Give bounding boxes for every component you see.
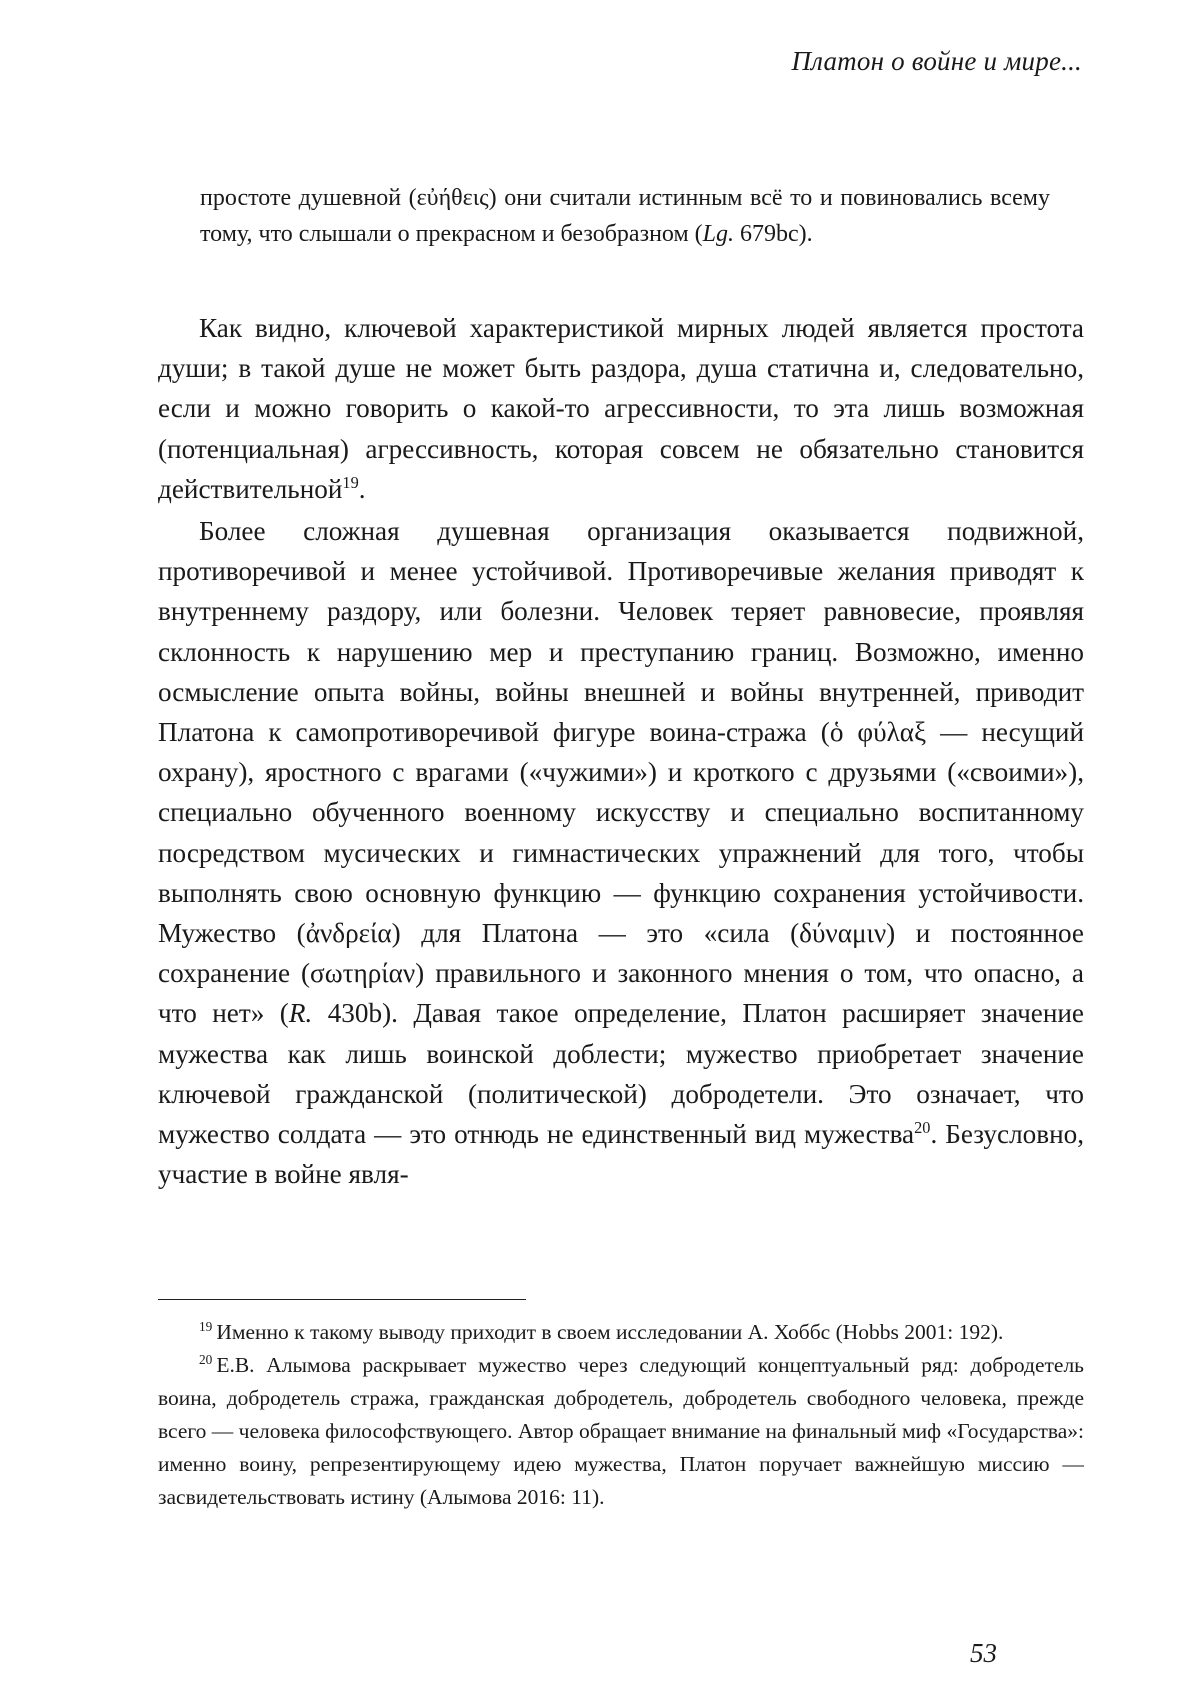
paragraph-1-end: . <box>358 473 366 504</box>
main-text <box>158 308 1084 1194</box>
page-number: 53 <box>970 1638 997 1668</box>
block-quote <box>200 180 1050 252</box>
paragraph-2-text-a: Более сложная душевная организация оказывается подвижной, противоречивой и менее устойчивой. Противоречивые желания приводят к внутреннему раздору, или болезни. Человек теряет равновесие, проявляя склонность к нарушению мер и преступанию границ. Возможно, именно осмысление опыта войны, войны внешней и войны внутренней, приводит Платона к самопротиворечивой фигуре воина-стража (ὁ φύλαξ — несущий охрану), яростного с врагами («чужими») и кроткого с друзьями («своими»), специально обученного военному искусству и специально воспитанному посредством мусических и гимнастических упражнений для того, чтобы выполнять свою основную функцию — функцию сохранения устойчивости. Мужество (ἀνδρεία) для Платона — это «сила (δύναμιν) и постоянное сохранение (σωτηρίαν) правильного и законного мнения о том, что опасно, а что нет» ( <box>158 516 1084 1029</box>
running-title: Платон о войне и мире... <box>791 46 1082 76</box>
paragraph-1-text: Как видно, ключевой характеристикой мирных людей является простота души; в такой душе не может быть раздора, душа статична и, следовательно, если и можно говорить о какой-то агрессивности, то эта лишь возможная (потенциальная) агрессивность, которая совсем не обязательно становится действительной <box>158 313 1084 504</box>
footnote-19-mark: 19 <box>199 1318 213 1334</box>
paragraph-2 <box>158 511 1084 1194</box>
paragraph-2-ref-work: R. <box>288 998 313 1029</box>
footnote-ref-19[interactable]: 19 <box>342 472 359 492</box>
footnote-19 <box>158 1316 1084 1349</box>
footnote-divider <box>158 1299 526 1300</box>
footnote-20-text: Е.В. Алымова раскрывает мужество через следующий концептуальный ряд: добродетель воина, добродетель стража, гражданская добродетель, добродетель свободного человека, прежде всего — человека философствующего. Автор обращает внимание на финальный миф «Государства»: именно воину, репрезентирующему идею мужества, Платон поручает важнейшую миссию — засвидетельствовать истину (Алымова 2016: 11). <box>158 1353 1084 1509</box>
paragraph-1 <box>158 308 1084 509</box>
footnote-20-mark: 20 <box>199 1351 213 1367</box>
paragraph-2-text-c: . Безусловно, участие в войне явля- <box>158 1119 1085 1190</box>
footnote-19-text: Именно к такому выводу приходит в своем исследовании А. Хоббс (Hobbs 2001: 192). <box>216 1320 1004 1344</box>
quote-text: простоте душевной (εὐήθεις) они считали истинным всё то и повиновались всему тому, что слышали о прекрасном и безобразном ( <box>200 185 1050 247</box>
footnote-20 <box>158 1349 1084 1514</box>
paragraph-2-text-b: 430b). Давая такое определение, Платон расширяет значение мужества как лишь воинской доблести; мужество приобретает значение ключевой гражданской (политической) добродетели. Это означает, что мужество солдата — это отнюдь не единственный вид мужества <box>158 998 1084 1150</box>
footnotes <box>158 1316 1084 1514</box>
quote-ref-location: 679bc). <box>734 221 813 247</box>
footnote-ref-20[interactable]: 20 <box>914 1118 931 1137</box>
quote-ref-work: Lg. <box>702 221 734 247</box>
